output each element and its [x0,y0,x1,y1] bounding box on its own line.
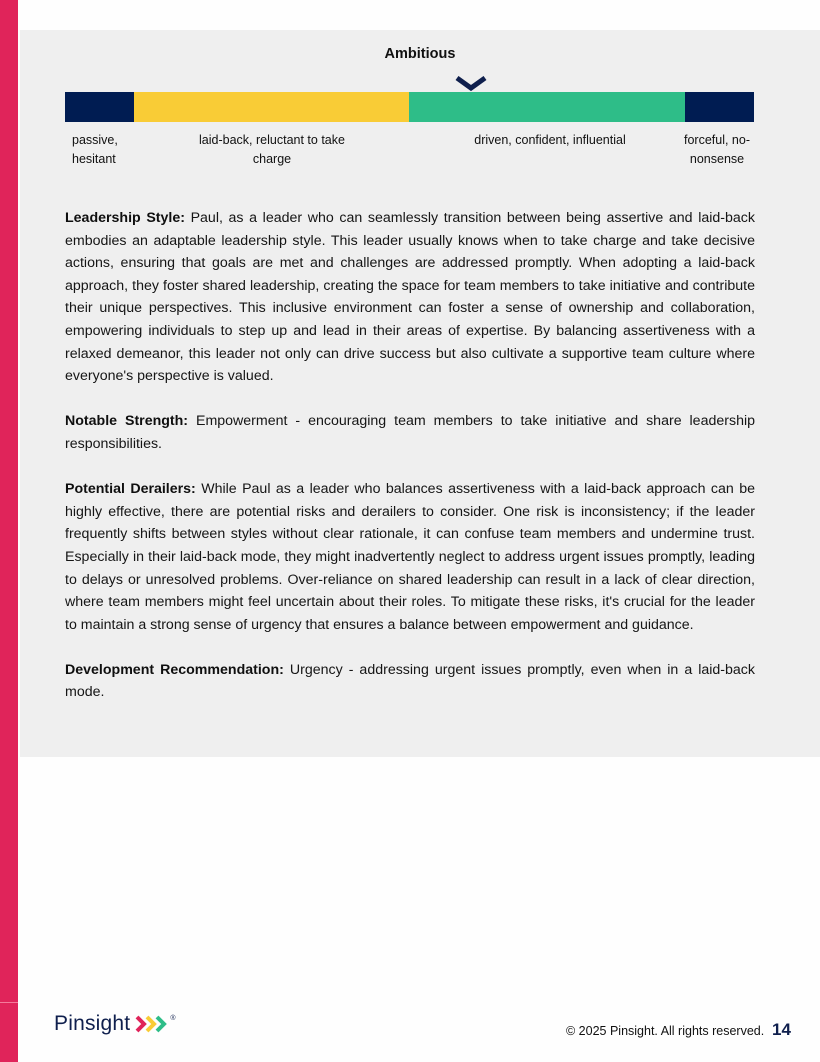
copyright-text: © 2025 Pinsight. All rights reserved. [566,1024,765,1038]
scale-label-forceful: forceful, no-nonsense [683,133,750,166]
scale-segment-laid-back [134,92,410,122]
section-leadership-style [65,207,755,388]
section-potential-derailers [65,478,755,636]
section-body: Urgency - addressing urgent issues promptly, even when in a laid-back mode. [65,661,755,701]
registered-mark: ® [170,1014,176,1022]
logo-wordmark: Pinsight [54,1012,131,1035]
section-body: While Paul as a leader who balances assertiveness with a laid-back approach can be highly effective, there are potential risks and derailers to consider. One risk is inconsistency; if the leader frequently shifts between styles without clear rationale, it can confuse team members and undermine trust. Especially in their laid-back mode, they might inadvertently neglect to address urgent issues promptly, leading to delays or unresolved problems. Over-reliance on shared leadership can result in a lack of clear direction, where team members might feel uncertain about their roles. To mitigate these risks, it's crucial for the leader to maintain a strong sense of urgency that ensures a balance between empowerment and guidance. [65,481,755,633]
trait-scale-bar [65,92,754,122]
scale-title: Ambitious [384,46,456,62]
section-heading: Leadership Style: [65,210,185,226]
section-body: Paul, as a leader who can seamlessly transition between being assertive and laid-back embodies an adaptable leadership style. This leader usually knows when to take charge and take decisive actions, ensuring that goals are met and challenges are addressed promptly. When adopting a laid-back approach, they foster shared leadership, creating the space for team members to take initiative and contribute their unique perspectives. This inclusive environment can foster a sense of ownership and collaboration, empowering individuals to step up and lead in their areas of expertise. By balancing assertiveness with a relaxed demeanor, this leader not only can drive success but also cultivate a supportive team culture where everyone's perspective is valued. [65,210,755,385]
scale-label-passive: passive, hesitant [72,133,118,166]
page-number: 14 [772,1020,791,1039]
section-heading: Development Recommendation: [65,661,284,678]
section-development-recommendation [65,659,755,704]
sidebar-divider [0,1002,18,1003]
scale-segment-passive [65,92,134,122]
section-notable-strength [65,410,755,455]
section-heading: Potential Derailers: [65,481,196,498]
report-content [65,207,755,727]
pinsight-logo [54,1012,175,1036]
accent-sidebar [0,0,18,1062]
scale-segment-forceful [685,92,754,122]
section-heading: Notable Strength: [65,413,189,430]
content-panel [20,30,820,757]
scale-marker-chevron-icon [455,76,487,92]
section-body: Empowerment - encouraging team members to take initiative and share leadership responsibilities. [65,413,755,452]
scale-label-driven: driven, confident, influential [474,133,626,147]
scale-segment-driven [409,92,685,122]
scale-label-laid-back: laid-back, reluctant to take charge [199,133,345,166]
logo-chevrons-icon [135,1015,169,1033]
